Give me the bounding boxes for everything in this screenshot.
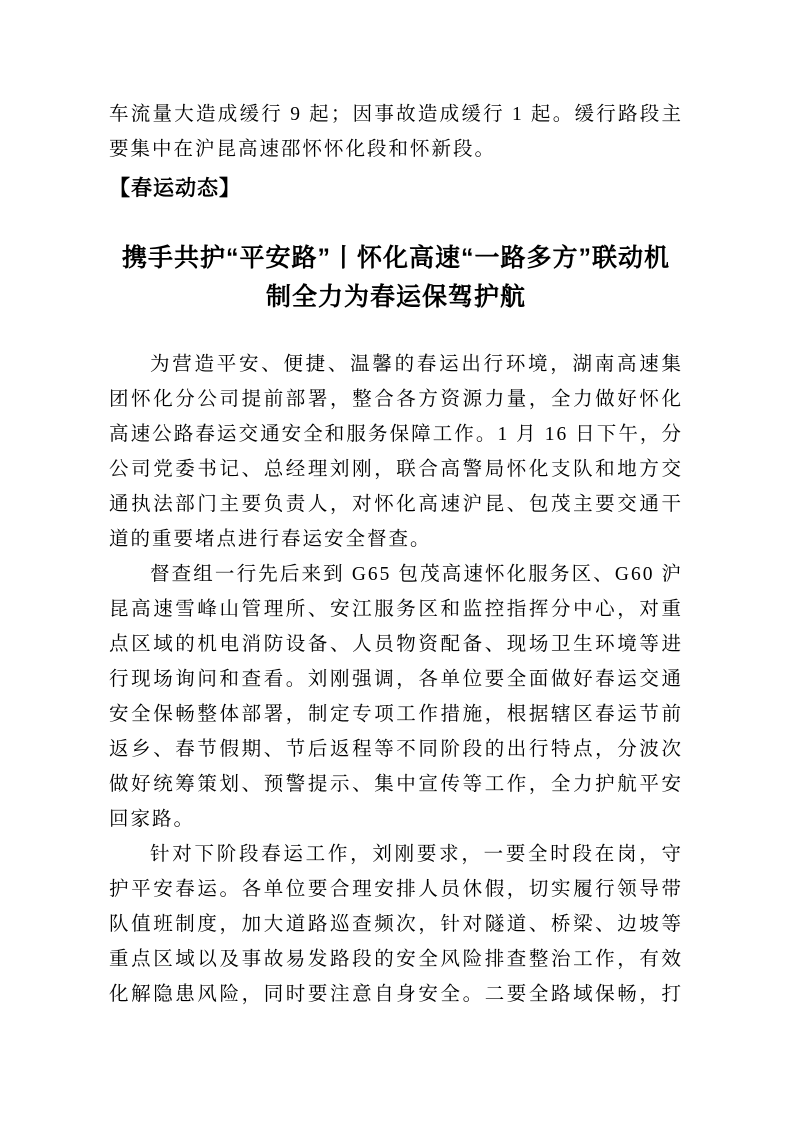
paragraph-line: 返乡、春节假期、节后返程等不同阶段的出行特点，分波次 bbox=[109, 739, 683, 760]
article-title-line: 制全力为春运保驾护航 bbox=[265, 283, 526, 311]
paragraph-line: 点区域的机电消防设备、人员物资配备、现场卫生环境等进 bbox=[109, 634, 683, 655]
paragraph-line: 要集中在沪昆高速邵怀怀化段和怀新段。 bbox=[109, 139, 497, 160]
article-title bbox=[109, 239, 683, 317]
paragraph bbox=[109, 837, 683, 1012]
article-title-line: 携手共护“平安路”丨怀化高速“一路多方”联动机 bbox=[121, 244, 670, 272]
paragraph bbox=[109, 347, 683, 557]
intro-paragraph bbox=[109, 97, 683, 167]
paragraph-line: 护平安春运。各单位要合理安排人员休假，切实履行领导带 bbox=[109, 879, 683, 900]
paragraph-line: 做好统筹策划、预警提示、集中宣传等工作，全力护航平安 bbox=[109, 774, 683, 795]
section-heading: 【春运动态】 bbox=[109, 177, 241, 200]
paragraph-line: 团怀化分公司提前部署，整合各方资源力量，全力做好怀化 bbox=[109, 389, 683, 410]
paragraph-line: 化解隐患风险，同时要注意自身安全。二要全路域保畅，打 bbox=[109, 984, 683, 1005]
paragraph-line: 车流量大造成缓行 9 起；因事故造成缓行 1 起。缓行路段主 bbox=[109, 104, 683, 125]
paragraph-line: 针对下阶段春运工作，刘刚要求，一要全时段在岗，守 bbox=[150, 844, 683, 865]
paragraph-line: 安全保畅整体部署，制定专项工作措施，根据辖区春运节前 bbox=[109, 704, 683, 725]
paragraph-line: 通执法部门主要负责人，对怀化高速沪昆、包茂主要交通干 bbox=[109, 494, 683, 515]
article-body bbox=[109, 347, 683, 1012]
paragraph-line: 道的重要堵点进行春运安全督查。 bbox=[109, 529, 432, 550]
paragraph-line: 队值班制度，加大道路巡查频次，针对隧道、桥梁、边坡等 bbox=[109, 914, 683, 935]
paragraph bbox=[109, 557, 683, 837]
paragraph-line: 公司党委书记、总经理刘刚，联合高警局怀化支队和地方交 bbox=[109, 459, 683, 480]
paragraph-line: 重点区域以及事故易发路段的安全风险排查整治工作，有效 bbox=[109, 949, 683, 970]
paragraph-line: 督查组一行先后来到 G65 包茂高速怀化服务区、G60 沪 bbox=[150, 564, 683, 585]
paragraph-line: 回家路。 bbox=[109, 809, 196, 830]
paragraph-line: 昆高速雪峰山管理所、安江服务区和监控指挥分中心，对重 bbox=[109, 599, 683, 620]
paragraph-line: 高速公路春运交通安全和服务保障工作。1 月 16 日下午，分 bbox=[109, 424, 683, 445]
paragraph-line: 为营造平安、便捷、温馨的春运出行环境，湖南高速集 bbox=[150, 354, 683, 375]
paragraph-line: 行现场询问和查看。刘刚强调，各单位要全面做好春运交通 bbox=[109, 669, 683, 690]
